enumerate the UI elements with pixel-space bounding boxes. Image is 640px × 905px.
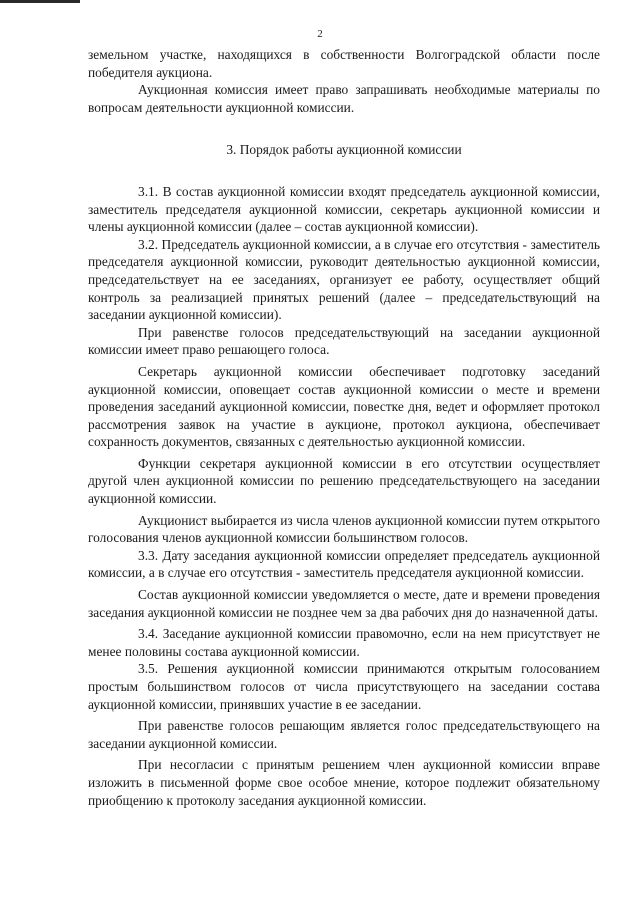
section-heading: 3. Порядок работы аукционной комиссии bbox=[226, 142, 462, 158]
paragraph: При равенстве голосов председательствующий на заседании аукционной комиссии имеет право решающего голоса. bbox=[88, 324, 600, 358]
paragraph: 3.5. Решения аукционной комиссии принимаются открытым голосованием простым большинством голосов от числа присутствующего на заседании состава аукционной комиссии, принявших участие в ее заседании. bbox=[88, 661, 600, 712]
paragraph: При равенстве голосов решающим является голос председательствующего на заседании аукционной комиссии. bbox=[88, 718, 600, 751]
paragraph: 3.3. Дату заседания аукционной комиссии определяет председатель аукционной комиссии, а в случае его отсутствия - заместитель председателя аукционной комиссии. bbox=[88, 547, 600, 581]
paragraph: Аукционист выбирается из числа членов аукционной комиссии путем открытого голосования членов аукционной комиссии большинством голосов. bbox=[88, 512, 600, 546]
paragraph: 3.4. Заседание аукционной комиссии правомочно, если на нем присутствует не менее половины состава аукционной комиссии. bbox=[88, 626, 600, 659]
paragraph: 3.1. В состав аукционной комиссии входят председатель аукционной комиссии, заместитель председателя аукционной комиссии, секретарь аукционной комиссии и члены аукционной комиссии (далее – состав аукционной комиссии). bbox=[88, 183, 600, 235]
paragraph: 3.2. Председатель аукционной комиссии, а в случае его отсутствия - заместитель председателя аукционной комиссии, руководит деятельностью аукционной комиссии, председательствует на ее заседаниях, организует ее работу, осуществляет общий контроль за реализацией принятых решений (далее – председательствующий на заседании аукционной комиссии). bbox=[88, 236, 600, 323]
paragraph: Секретарь аукционной комиссии обеспечивает подготовку заседаний аукционной комиссии, оповещает состав аукционной комиссии о месте и времени проведения заседаний аукционной комиссии, повестке дня, ведет и оформляет протокол рассмотрения заявок на участие в аукционе, протокол аукциона, обеспечивает сохранность документов, связанных с деятельностью аукционной комиссии. bbox=[88, 363, 600, 450]
paragraph: земельном участке, находящихся в собственности Волгоградской области после победителя аукциона. bbox=[88, 47, 600, 80]
paragraph: При несогласии с принятым решением член аукционной комиссии вправе изложить в письменной форме свое особое мнение, которое подлежит обязательному приобщению к протоколу заседания аукционной комиссии. bbox=[88, 757, 600, 808]
page-number: 2 bbox=[317, 28, 323, 40]
document-body bbox=[88, 46, 600, 809]
paragraph: Функции секретаря аукционной комиссии в его отсутствии осуществляет другой член аукционной комиссии по решению председательствующего на заседании аукционной комиссии. bbox=[88, 455, 600, 507]
paragraph: Аукционная комиссия имеет право запрашивать необходимые материалы по вопросам деятельности аукционной комиссии. bbox=[88, 82, 600, 115]
paragraph: Состав аукционной комиссии уведомляется о месте, дате и времени проведения заседания аукционной комиссии не позднее чем за два рабочих дня до назначенной даты. bbox=[88, 587, 600, 620]
scan-artifact-line bbox=[0, 0, 80, 3]
